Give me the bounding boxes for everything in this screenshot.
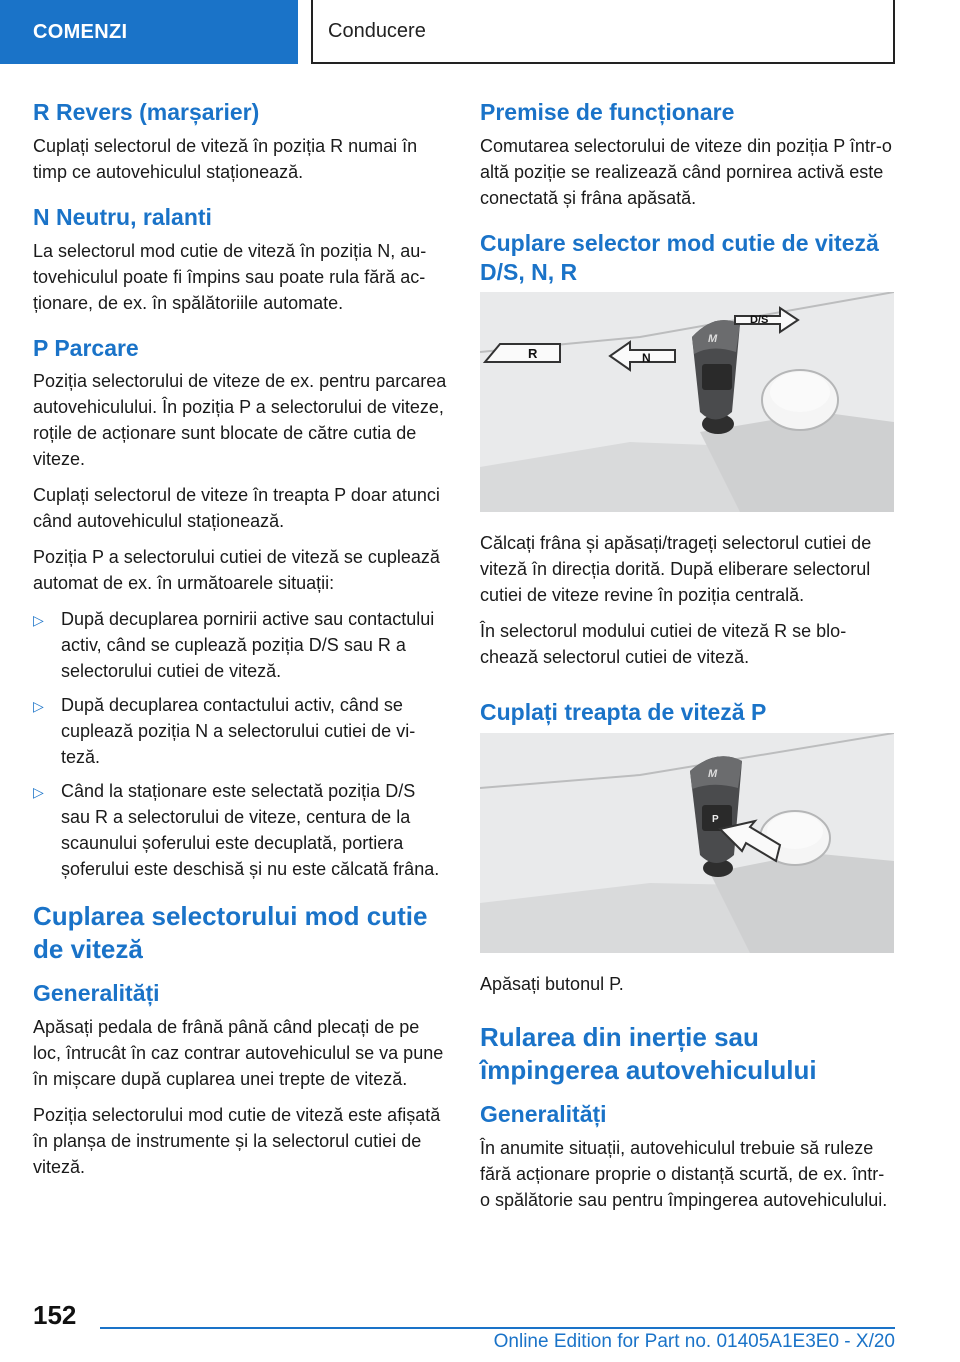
page-number: 152 — [33, 1300, 77, 1330]
list-item — [33, 692, 447, 770]
paragraph-generalitati-2: Poziția selectorului mod cutie de viteză este afișată în planșa de instrumente și la selectorul cutiei de viteză. — [33, 1105, 441, 1177]
list-item — [33, 606, 447, 684]
paragraph-premise: Comutarea selectorului de viteze din poziția P într-o altă poziție se realizează când pornirea activă este conectată și frâna apăsată. — [480, 135, 892, 208]
paragraph-parcare-3: Poziția P a selectorului cutiei de viteză se cuplează automat de ex. în următoarele situații: — [33, 547, 440, 594]
heading-rularea-generalitati: Generalități — [480, 1101, 607, 1127]
park-button-label: P — [712, 814, 719, 825]
park-button-figure — [480, 733, 894, 953]
section-cuplarea — [33, 900, 447, 1180]
heading-cuplarea: Cuplarea selectorului mod cutie de viteză — [33, 901, 428, 964]
paragraph-parcare-2: Cuplați selectorul de viteze în treapta P doar atunci când autovehiculul staționează. — [33, 485, 440, 532]
section-premise — [480, 98, 894, 211]
paragraph-cuplare-2: În selectorul modului cutiei de viteză R se blochează selectorul cutiei de viteză. — [480, 621, 847, 668]
heading-neutru: N Neutru, ralanti — [33, 203, 212, 230]
section-title: Conducere — [311, 0, 895, 64]
triangle-bullet-icon: ▷ — [33, 784, 44, 801]
label-reverse: R — [528, 346, 538, 362]
bullet-list — [33, 606, 447, 882]
heading-premise: Premise de funcționare — [480, 99, 735, 125]
heading-parcare: P Parcare — [33, 334, 139, 361]
section-revers — [33, 98, 447, 185]
left-column — [33, 98, 447, 1198]
triangle-bullet-icon: ▷ — [33, 698, 44, 715]
gear-selector-figure — [480, 292, 894, 512]
label-drive-sport: D/S — [750, 314, 769, 327]
section-parcare — [33, 334, 447, 883]
heading-cuplare-selector: Cuplare selector mod cutie de viteză D/S, N, R — [480, 229, 879, 285]
list-item-text: După decuplarea pornirii active sau contactului activ, când se cuplează poziția D/S sau R a selectorului cutiei de viteză. — [61, 609, 435, 682]
brand-logo: M — [708, 333, 718, 346]
footer-divider — [100, 1327, 895, 1329]
label-neutral: N — [642, 351, 651, 366]
paragraph-cuplare-1: Călcați frâna și apăsați/trageți selectorul cutiei de viteză în direcția dorită. După eliberare selectorul cutiei de viteze revine în poziția centrală. — [480, 533, 872, 606]
paragraph-parcare-1: Poziția selectorului de viteze de ex. pentru parcarea autovehiculului. În poziția P a selectorului de viteze, roțile de acționare sunt blocate de către cutia de viteze. — [33, 371, 447, 470]
list-item — [33, 778, 447, 882]
brand-logo: M — [708, 768, 718, 780]
footer-edition[interactable]: Online Edition for Part no. 01405A1E3E0 - X/20 — [493, 1331, 895, 1352]
chapter-tab[interactable]: COMENZI — [0, 0, 298, 64]
list-item-text: După decuplarea contactului activ, când se cuplează poziția N a selectorului cutiei de viteză. — [61, 695, 416, 768]
paragraph-generalitati-1: Apăsați pedala de frână până când plecați de pe loc, întrucât în caz contrar autovehiculul se va pune în mișcare după cuplarea unei trepte de viteză. — [33, 1017, 444, 1089]
heading-treapta-p: Cuplați treapta de viteză P — [480, 699, 767, 726]
paragraph-rularea: În anumite situații, autovehiculul trebuie să ruleze fără acționare proprie o distanță scurtă, de ex. într-o spălătorie sau pentru împingerea autovehiculului. — [480, 1137, 888, 1210]
right-column — [480, 98, 894, 1223]
paragraph-revers: Cuplați selectorul de viteză în poziția R numai în timp ce autovehiculul staționează. — [33, 135, 418, 182]
heading-rularea: Rularea din inerție sau împingerea autovehiculului — [480, 1022, 817, 1085]
triangle-bullet-icon: ▷ — [33, 612, 44, 629]
heading-revers: R Revers (marșarier) — [33, 99, 260, 125]
list-item-text: Când la staționare este selectată poziția D/S sau R a selectorului de viteze, centura de la scaunului șoferului este decuplată, portiera șoferului este deschisă și nu este călcată frâna. — [61, 781, 440, 880]
paragraph-neutru: La selectorul mod cutie de viteză în poziția N, autovehiculul poate fi împins sau poate rula fără acționare, de ex. în spălătoriile automate. — [33, 240, 427, 313]
paragraph-treapta: Apăsați butonul P. — [480, 974, 624, 994]
section-neutru — [33, 203, 447, 316]
heading-generalitati: Generalități — [33, 980, 160, 1007]
